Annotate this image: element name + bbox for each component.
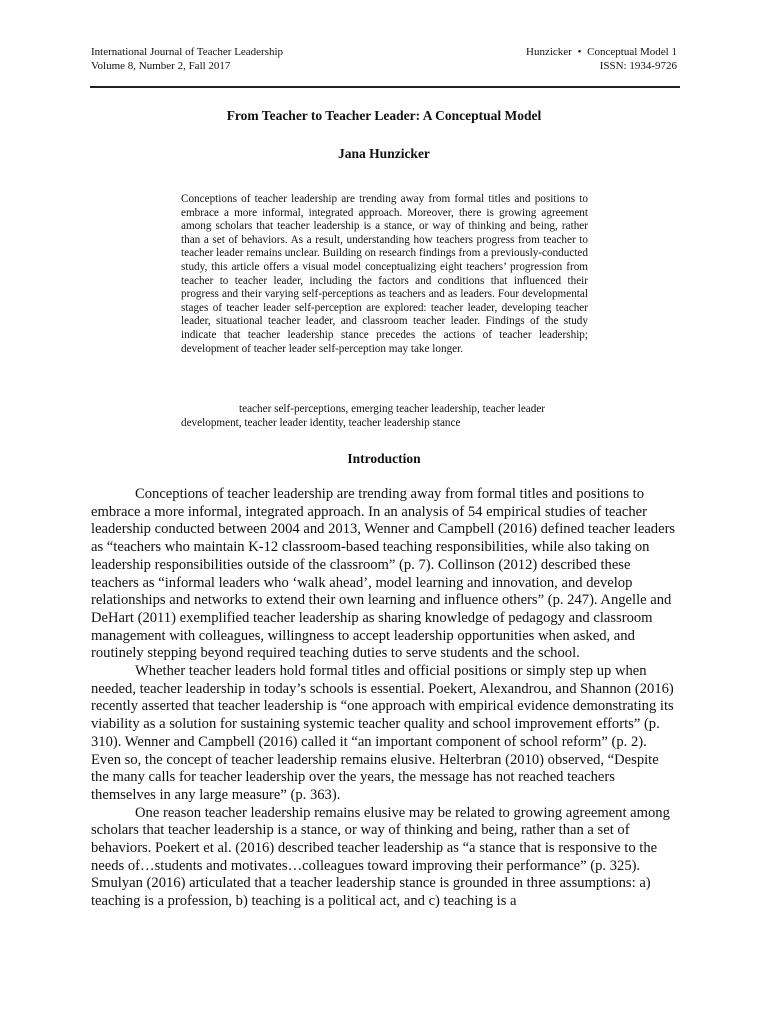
- body-paragraph: One reason teacher leadership remains elusive may be related to growing agreement among scholars that teacher leadership is a stance, or way of thinking and being, rather than a set of behaviors. Poekert et al. (2016) described teacher leadership as “a stance that is responsive to the needs of…students and motivates…colleagues toward improving their performance” (p. 325). Smulyan (2016) articulated that a teacher leadership stance is grounded in three assumptions: a) teaching is a profession, b) teaching is a political act, and c) teaching is a: [91, 804, 670, 910]
- article-title: From Teacher to Teacher Leader: A Conceptual Model: [226, 108, 542, 123]
- bullet-separator: •: [577, 46, 582, 58]
- section-heading-introduction: Introduction: [347, 451, 421, 466]
- article-author: Jana Hunzicker: [338, 146, 430, 161]
- running-header-left: [91, 45, 283, 73]
- running-title-line: [526, 45, 677, 59]
- running-title: Conceptual Model 1: [587, 46, 677, 58]
- header-divider: [90, 86, 680, 88]
- running-author: Hunzicker: [526, 46, 572, 58]
- journal-name: International Journal of Teacher Leadership: [91, 46, 284, 58]
- abstract: Conceptions of teacher leadership are trending away from formal titles and positions to embrace a more informal, integrated approach. Moreover, there is growing agreement among scholars that teacher leadership is a stance, or way of thinking and being, rather than a set of behaviors. As a result, understanding how teachers progress from teacher to teacher leader remains unclear. Building on research findings from a previously-conducted study, this article offers a visual model conceptualizing eight teachers’ progression from teacher to teacher leader, including the factors and conditions that influenced their progress and their varying self-perceptions as teachers and as leaders. Four developmental stages of teacher leader self-perception are explored: teacher leader, developing teacher leader, situational teacher leader, and classroom teacher leader. Findings of the study indicate that teacher leadership stance precedes the actions of teacher leadership; development of teacher leader self-perception may take longer.: [181, 193, 588, 355]
- introduction-body: [91, 486, 678, 911]
- body-paragraph: Whether teacher leaders hold formal titles and official positions or simply step up when needed, teacher leadership in today’s schools is essential. Poekert, Alexandrou, and Shannon (2016) recently asserted that teacher leadership is “one approach with empirical evidence demonstrating its viability as a solution for sustaining systemic teacher quality and school improvement efforts” (p. 310). Wenner and Campbell (2016) called it “an important component of school reform” (p. 2). Even so, the concept of teacher leadership remains elusive. Helterbran (2010) observed, “Despite the many calls for teacher leadership over the years, the message has not reached teachers themselves in any large measure” (p. 363).: [91, 663, 674, 803]
- journal-volume: Volume 8, Number 2, Fall 2017: [91, 60, 231, 72]
- running-header-right: [526, 45, 677, 73]
- keywords: teacher self-perceptions, emerging teacher leadership, teacher leader development, teacher leader identity, teacher leadership stance: [181, 403, 546, 429]
- body-paragraph: Conceptions of teacher leadership are trending away from formal titles and positions to embrace a more informal, integrated approach. In an analysis of 54 empirical studies of teacher leadership conducted between 2004 and 2013, Wenner and Campbell (2016) defined teacher leaders as “teachers who maintain K-12 classroom-based teaching responsibilities, while also taking on leadership responsibilities outside of the classroom” (p. 7). Collinson (2012) described these teachers as “informal leaders who ‘walk ahead’, model learning and innovation, and develop relationships and networks to extend their own learning and influence others” (p. 247). Angelle and DeHart (2011) exemplified teacher leadership as sharing knowledge of pedagogy and classroom management with colleagues, willingness to accept leadership opportunities when asked, and routinely stepping beyond required teaching duties to serve students and the school.: [91, 486, 676, 662]
- issn: ISSN: 1934-9726: [599, 60, 677, 72]
